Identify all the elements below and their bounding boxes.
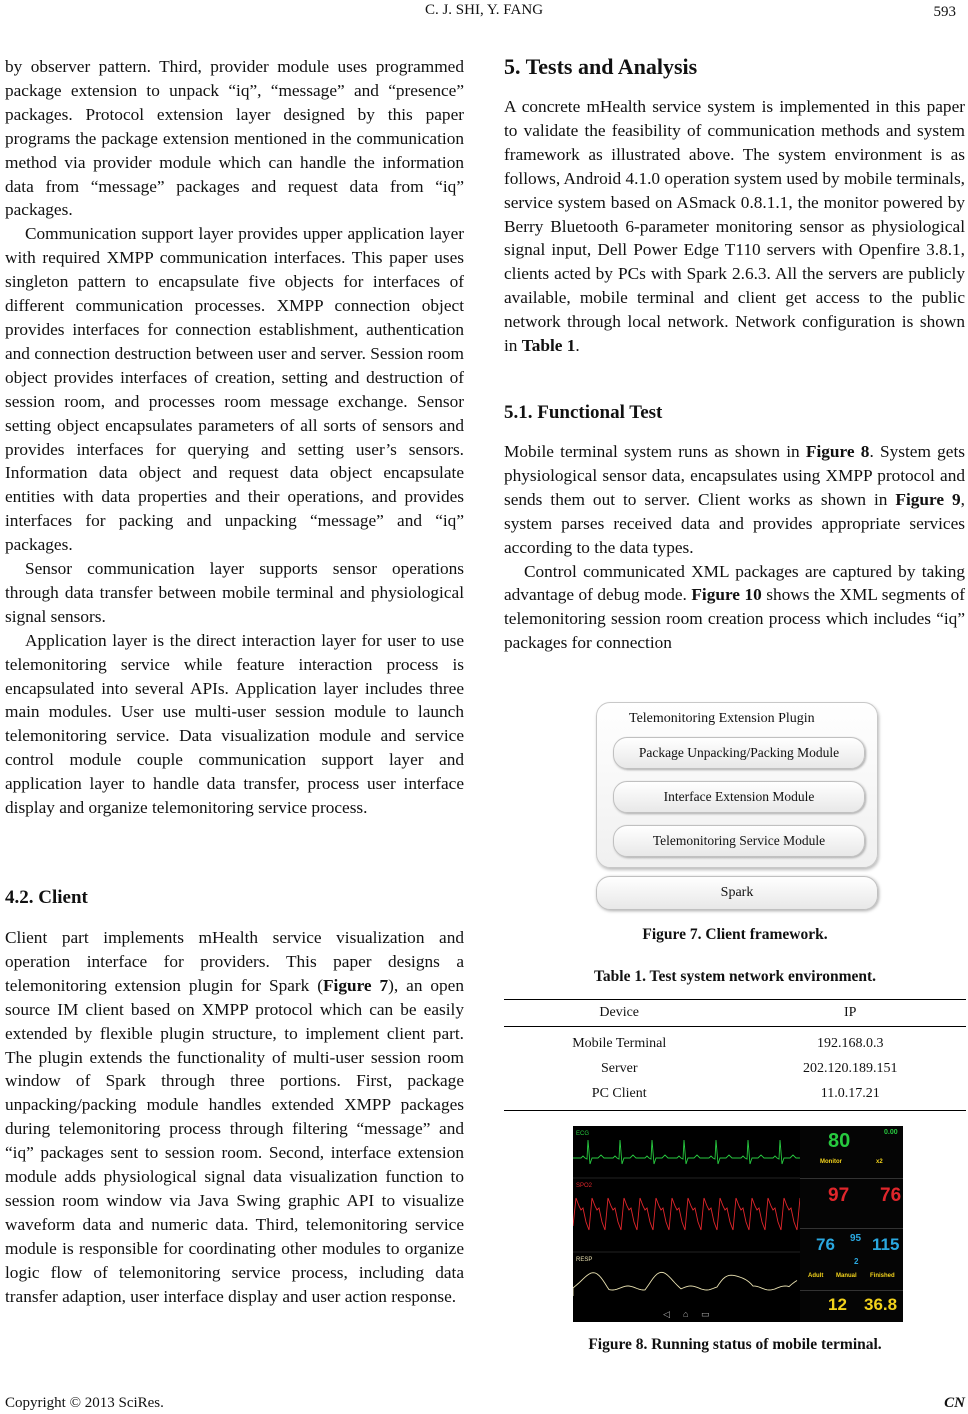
module-box: Telemonitoring Service Module xyxy=(613,825,865,857)
paragraph: Communication support layer provides upper application layer with required XMPP communication interfaces. This paper uses singleton pattern to encapsulate five objects for interfaces of different communication processes. XMPP connection object provides interfaces for connection establishment, authentication and connection destruction between user and server. Session room object provides interfaces of creation, setting and destruction of session room, and processes room message exchange. Sensor setting object encapsulates parameters of all sorts of sensors and provides interfaces for querying and setting user’s sensors. Information data object and request data object encapsulate entities with data properties and their operations, and provides interfaces for packing and unpacking “message” and “iq” packages. xyxy=(5,224,464,555)
table-header-row xyxy=(504,1000,966,1027)
copyright-text: Copyright © 2013 SciRes. xyxy=(5,1395,164,1411)
section-heading-functional: 5.1. Functional Test xyxy=(504,402,663,423)
figure-ref[interactable]: Figure 7 xyxy=(322,975,389,995)
waveform-panel xyxy=(573,1126,800,1322)
table-1-caption: Table 1. Test system network environment. xyxy=(593,968,877,985)
back-nav-icon[interactable]: ◁ xyxy=(663,1309,670,1319)
hr-box xyxy=(800,1126,903,1178)
adult-label: Adult xyxy=(808,1273,824,1279)
client-section-text xyxy=(5,926,464,1309)
table-cell: 11.0.17.21 xyxy=(734,1081,966,1111)
figure-ref[interactable]: Figure 10 xyxy=(691,585,762,605)
plugin-title: Telemonitoring Extension Plugin xyxy=(629,711,815,726)
resp-temp-box xyxy=(800,1290,903,1322)
st-value: 0.00 xyxy=(884,1129,898,1136)
column-header: IP xyxy=(734,1000,966,1027)
table-cell: Server xyxy=(600,1060,638,1076)
module-box: Interface Extension Module xyxy=(613,781,865,813)
paragraph: by observer pattern. Third, provider module uses programmed package extension to unpack “iq”, “message” and “presence” packages. Protocol extension layer designed by this paper programs the package extension mentioned in the communication method via provider module which can handle the information data from “message” packages and request data from “iq” packages. xyxy=(5,57,464,220)
figure-ref[interactable]: Figure 8 xyxy=(805,442,870,461)
figure-ref[interactable]: Figure 9 xyxy=(895,489,961,509)
page-footer xyxy=(5,1395,965,1412)
plugin-container xyxy=(596,702,878,868)
nibp-sys-value: 76 xyxy=(816,1235,835,1254)
table-cell: 192.168.0.3 xyxy=(816,1035,884,1051)
paragraph: Client part implements mHealth service visualization and operation interface for providers. This paper designs a telemonitoring extension plugin for Spark (Figure 7), an open source IM client based on XMPP protocol which can be easily extended by flexible plugin structure, to implement client part. The plugin extends the functionality of multi-user session room window of Spark through three portions. First, package unpacking/packing module handles extended XMPP packages during telemonitoring process through filtering “message” and “iq” packages sent to session room. Second, interface extension module adds physiological signal data visualization function to session room window via Java Swing graphic API to visualize waveform data and numeric data. Third, telemonitoring service module is responsible for coordinating other modules to organize logic flow of telemonitoring service process, including data transfer adaption, user interface display and user action response. xyxy=(5,928,464,1306)
table-row xyxy=(504,1081,966,1111)
figure-7-caption: Figure 7. Client framework. xyxy=(642,926,828,943)
network-table xyxy=(504,999,966,1111)
table-cell: 202.120.189.151 xyxy=(802,1060,898,1076)
pulse-rate-value: 76 xyxy=(880,1185,902,1206)
heart-rate-value: 80 xyxy=(828,1130,851,1152)
paragraph: Sensor communication layer supports sensor operations through data transfer between mobile terminal and physiological signal sensors. xyxy=(5,559,464,626)
ecg-label: ECG xyxy=(576,1131,590,1137)
resp-wave-label: RESP xyxy=(576,1257,593,1263)
nibp-mean-value: 95 xyxy=(850,1233,862,1244)
mode-value: Monitor xyxy=(820,1159,842,1165)
spo2-box xyxy=(800,1178,903,1229)
gain-value: x2 xyxy=(876,1159,883,1165)
figure-8-mobile-screenshot xyxy=(573,1126,903,1322)
spo2-value: 97 xyxy=(828,1185,850,1206)
nibp-dia-value: 115 xyxy=(872,1235,900,1254)
paragraph: A concrete mHealth service system is implemented in this paper to validate the feasibility of communication methods and system framework as illustrated above. The system environment is as follows, Android 4.1.0 operation system used by mobile terminals, service system based on ASmack 0.8.1.1, the monitor powered by Berry Bluetooth 6-parameter monitoring sensor as physiological signal input, Dell Power Edge T110 servers with Openfire 3.8.1, clients acted by PCs with Spark 2.6.3. All the servers are publicly available, mobile terminal and client get access to the public network through local network. Network configuration is shown in Table 1. xyxy=(504,97,965,356)
left-column xyxy=(5,55,464,820)
resp-rate-value: 12 xyxy=(828,1295,847,1314)
home-nav-icon[interactable]: ⌂ xyxy=(683,1309,689,1319)
paragraph: Control communicated XML packages are captured by taking advantage of debug mode. Figure 10 shows the XML segments of telemonitoring session room creation process which includes “iq” packages for connection xyxy=(504,561,965,653)
table-row xyxy=(504,1056,966,1081)
paragraph: Application layer is the direct interaction layer for user to use telemonitoring service while feature interaction process is encapsulated into several APIs. Application layer includes three main modules. User use multi-user session module to launch telemonitoring service. Data visualization module and service control module couple communication support layer and application layer to handle data transfer, process user interface display and organize telemonitoring service process. xyxy=(5,630,464,818)
running-header xyxy=(0,0,968,24)
paragraph: Mobile terminal system runs as shown in Figure 8. System gets physiological sensor data, encapsulates using XMPP protocol and sends them out to server. Client works as shown in Figure 9, system parses received data and provides appropriate services according to the data types. xyxy=(504,442,965,557)
nibp-box xyxy=(800,1228,903,1281)
journal-abbrev: CN xyxy=(944,1395,965,1411)
cuff-value: 2 xyxy=(854,1257,859,1266)
module-box: Package Unpacking/Packing Module xyxy=(613,737,865,769)
table-ref[interactable]: Table 1 xyxy=(521,336,576,356)
manual-label: Manual xyxy=(836,1273,857,1279)
column-header: Device xyxy=(504,1000,734,1027)
vitals-panel xyxy=(800,1126,903,1322)
recent-apps-icon[interactable]: ▭ xyxy=(701,1309,710,1319)
temperature-value: 36.8 xyxy=(864,1295,898,1314)
section-heading-tests: 5. Tests and Analysis xyxy=(504,54,698,79)
table-row xyxy=(504,1027,966,1057)
running-head-authors: C. J. SHI, Y. FANG xyxy=(424,2,544,18)
page-number: 593 xyxy=(933,4,956,20)
table-cell: PC Client xyxy=(504,1081,734,1111)
figure-7-diagram xyxy=(594,700,878,920)
finished-label: Finished xyxy=(870,1273,895,1279)
spark-base-box: Spark xyxy=(596,876,878,910)
tests-section-text xyxy=(504,95,965,358)
table-cell: Mobile Terminal xyxy=(572,1035,667,1051)
functional-section-text xyxy=(504,440,965,655)
figure-8-caption: Figure 8. Running status of mobile terminal. xyxy=(588,1336,882,1353)
spo2-wave-label: SPO2 xyxy=(576,1183,593,1189)
section-heading-client: 4.2. Client xyxy=(5,887,88,908)
